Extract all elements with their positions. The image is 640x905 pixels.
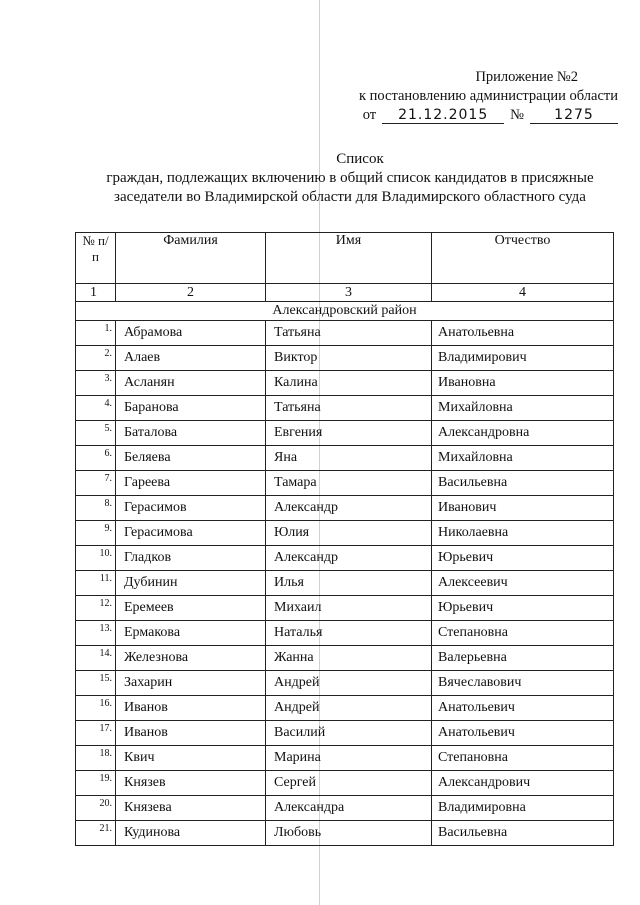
column-index: 4 bbox=[432, 284, 614, 302]
patronymic-cell: Иванович bbox=[432, 496, 614, 521]
surname-cell: Еремеев bbox=[116, 596, 266, 621]
surname-cell: Герасимова bbox=[116, 521, 266, 546]
column-header-number: № п/п bbox=[76, 233, 116, 284]
decree-date-number bbox=[318, 106, 618, 125]
table-row bbox=[76, 646, 614, 671]
name-cell: Юлия bbox=[266, 521, 432, 546]
patronymic-cell: Михайловна bbox=[432, 396, 614, 421]
surname-cell: Князев bbox=[116, 771, 266, 796]
appendix-title: Приложение №2 bbox=[475, 69, 578, 85]
surname-cell: Баранова bbox=[116, 396, 266, 421]
row-number: 11. bbox=[76, 571, 116, 596]
table-row bbox=[76, 621, 614, 646]
name-cell: Сергей bbox=[266, 771, 432, 796]
table-row bbox=[76, 696, 614, 721]
table-row bbox=[76, 371, 614, 396]
patronymic-cell: Васильевна bbox=[432, 821, 614, 846]
patronymic-cell: Анатольевич bbox=[432, 721, 614, 746]
table-header-row bbox=[76, 233, 614, 284]
name-cell: Александра bbox=[266, 796, 432, 821]
table-row bbox=[76, 546, 614, 571]
row-number: 1. bbox=[76, 321, 116, 346]
surname-cell: Гареева bbox=[116, 471, 266, 496]
surname-cell: Герасимов bbox=[116, 496, 266, 521]
document-title bbox=[0, 150, 640, 207]
row-number: 5. bbox=[76, 421, 116, 446]
row-number: 18. bbox=[76, 746, 116, 771]
name-cell: Любовь bbox=[266, 821, 432, 846]
table-row bbox=[76, 771, 614, 796]
row-number: 15. bbox=[76, 671, 116, 696]
name-cell: Жанна bbox=[266, 646, 432, 671]
surname-cell: Князева bbox=[116, 796, 266, 821]
patronymic-cell: Вячеславович bbox=[432, 671, 614, 696]
name-cell: Александр bbox=[266, 546, 432, 571]
patronymic-cell: Александровна bbox=[432, 421, 614, 446]
table-row bbox=[76, 671, 614, 696]
name-cell: Татьяна bbox=[266, 396, 432, 421]
patronymic-cell: Николаевна bbox=[432, 521, 614, 546]
column-index: 1 bbox=[76, 284, 116, 302]
name-cell: Александр bbox=[266, 496, 432, 521]
row-number: 12. bbox=[76, 596, 116, 621]
section-row bbox=[76, 302, 614, 321]
name-cell: Илья bbox=[266, 571, 432, 596]
name-cell: Андрей bbox=[266, 671, 432, 696]
patronymic-cell: Александрович bbox=[432, 771, 614, 796]
name-cell: Андрей bbox=[266, 696, 432, 721]
table-row bbox=[76, 496, 614, 521]
title-line-1: Список bbox=[336, 151, 384, 167]
title-line-3: заседатели во Владимирской области для Владимирского областного суда bbox=[114, 189, 586, 205]
patronymic-cell: Степановна bbox=[432, 746, 614, 771]
patronymic-cell: Владимировна bbox=[432, 796, 614, 821]
name-cell: Яна bbox=[266, 446, 432, 471]
candidates-table bbox=[75, 232, 614, 846]
date-prefix: от bbox=[362, 107, 377, 123]
decree-date: 21.12.2015 bbox=[382, 107, 504, 124]
patronymic-cell: Степановна bbox=[432, 621, 614, 646]
surname-cell: Квич bbox=[116, 746, 266, 771]
column-index: 3 bbox=[266, 284, 432, 302]
name-cell: Марина bbox=[266, 746, 432, 771]
patronymic-cell: Юрьевич bbox=[432, 546, 614, 571]
patronymic-cell: Юрьевич bbox=[432, 596, 614, 621]
row-number: 10. bbox=[76, 546, 116, 571]
surname-cell: Баталова bbox=[116, 421, 266, 446]
table-row bbox=[76, 346, 614, 371]
surname-cell: Захарин bbox=[116, 671, 266, 696]
table-row bbox=[76, 446, 614, 471]
row-number: 4. bbox=[76, 396, 116, 421]
name-cell: Михаил bbox=[266, 596, 432, 621]
row-number: 2. bbox=[76, 346, 116, 371]
surname-cell: Гладков bbox=[116, 546, 266, 571]
patronymic-cell: Алексеевич bbox=[432, 571, 614, 596]
decree-reference: к постановлению администрации области bbox=[358, 88, 618, 104]
patronymic-cell: Михайловна bbox=[432, 446, 614, 471]
name-cell: Виктор bbox=[266, 346, 432, 371]
patronymic-cell: Анатольевна bbox=[432, 321, 614, 346]
patronymic-cell: Владимирович bbox=[432, 346, 614, 371]
table-row bbox=[76, 421, 614, 446]
row-number: 19. bbox=[76, 771, 116, 796]
name-cell: Калина bbox=[266, 371, 432, 396]
name-cell: Наталья bbox=[266, 621, 432, 646]
patronymic-cell: Ивановна bbox=[432, 371, 614, 396]
row-number: 20. bbox=[76, 796, 116, 821]
surname-cell: Беляева bbox=[116, 446, 266, 471]
row-number: 13. bbox=[76, 621, 116, 646]
surname-cell: Алаев bbox=[116, 346, 266, 371]
column-index-row bbox=[76, 284, 614, 302]
section-title: Александровский район bbox=[76, 302, 614, 321]
table-row bbox=[76, 521, 614, 546]
table-row bbox=[76, 796, 614, 821]
row-number: 21. bbox=[76, 821, 116, 846]
table-row bbox=[76, 596, 614, 621]
name-cell: Василий bbox=[266, 721, 432, 746]
column-index: 2 bbox=[116, 284, 266, 302]
patronymic-cell: Валерьевна bbox=[432, 646, 614, 671]
table-row bbox=[76, 721, 614, 746]
row-number: 3. bbox=[76, 371, 116, 396]
surname-cell: Абрамова bbox=[116, 321, 266, 346]
table-row bbox=[76, 821, 614, 846]
row-number: 8. bbox=[76, 496, 116, 521]
surname-cell: Ермакова bbox=[116, 621, 266, 646]
row-number: 17. bbox=[76, 721, 116, 746]
row-number: 16. bbox=[76, 696, 116, 721]
surname-cell: Иванов bbox=[116, 696, 266, 721]
table-row bbox=[76, 321, 614, 346]
patronymic-cell: Васильевна bbox=[432, 471, 614, 496]
surname-cell: Иванов bbox=[116, 721, 266, 746]
surname-cell: Железнова bbox=[116, 646, 266, 671]
row-number: 14. bbox=[76, 646, 116, 671]
row-number: 6. bbox=[76, 446, 116, 471]
name-cell: Татьяна bbox=[266, 321, 432, 346]
number-prefix: № bbox=[510, 107, 524, 123]
title-line-2: граждан, подлежащих включению в общий список кандидатов в присяжные bbox=[106, 170, 594, 186]
table-row bbox=[76, 746, 614, 771]
surname-cell: Дубинин bbox=[116, 571, 266, 596]
surname-cell: Кудинова bbox=[116, 821, 266, 846]
appendix-header bbox=[318, 68, 618, 125]
table-row bbox=[76, 571, 614, 596]
name-cell: Тамара bbox=[266, 471, 432, 496]
table-row bbox=[76, 471, 614, 496]
row-number: 7. bbox=[76, 471, 116, 496]
name-cell: Евгения bbox=[266, 421, 432, 446]
table-row bbox=[76, 396, 614, 421]
surname-cell: Асланян bbox=[116, 371, 266, 396]
column-header-name: Имя bbox=[266, 233, 432, 284]
patronymic-cell: Анатольевич bbox=[432, 696, 614, 721]
column-header-surname: Фамилия bbox=[116, 233, 266, 284]
decree-number: 1275 bbox=[530, 107, 618, 124]
row-number: 9. bbox=[76, 521, 116, 546]
column-header-patronymic: Отчество bbox=[432, 233, 614, 284]
